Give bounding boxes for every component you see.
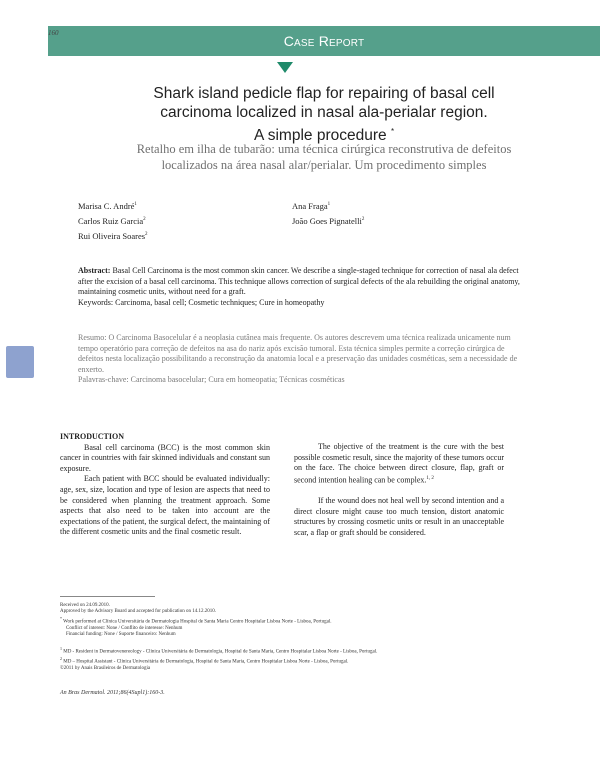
author: Carlos Ruiz Garcia$^2$ [78, 215, 146, 226]
paragraph: Each patient with BCC should be evaluated individually: age, sex, size, location and type of lesion are aspects that need to be considered when planning the treatment approach. Some aspects that also need to be taken into account are the expectations of the patient, the surgical defect, the maintaining of the different cosmetic units and the final cosmetic result. [60, 474, 270, 537]
abstract [78, 266, 528, 308]
section-heading: INTRODUCTION [60, 432, 125, 441]
journal-citation: An Bras Dermatol. 2011;86(4Supl1):160-3. [60, 690, 165, 696]
copyright-note: ©2011 by Anais Brasileiros de Dermatologia [60, 666, 151, 671]
subtitle-line-2: localizados na área nasal alar/perialar. Um procedimento simples [161, 158, 487, 172]
body-column-right [294, 442, 504, 538]
affiliation: $^2$ MD – Hospital Assistant - Clínica Universitária de Dermatologia, Hospital de Santa Maria, Centro Hospitalar Lisboa Norte - Lisboa, Portugal. [60, 656, 349, 665]
title-line-2: carcinoma localized in nasal ala-perialar region. [160, 104, 488, 121]
author: Marisa C. André$^1$ [78, 200, 137, 211]
section-label-wrap [48, 26, 600, 56]
abstract-label: Abstract: [78, 266, 111, 275]
subtitle-line-1: Retalho em ilha de tubarão: uma técnica cirúrgica reconstrutiva de defeitos [136, 142, 512, 156]
footnote-divider [60, 596, 155, 597]
paragraph: If the wound does not heal well by second intention and a direct closure might cause too much tension, distort anatomic structures by crossing cosmetic units or result in an unacceptable scar, a flap or graft should be considered. [294, 496, 504, 537]
author-list-left [78, 198, 148, 242]
article-title [48, 84, 600, 145]
section-label: Case Report [283, 33, 365, 49]
funding-note: Financial funding: None / Suporte financeiro: Nenhum [66, 632, 176, 638]
footnotes-dates [60, 603, 580, 639]
author: Rui Oliveira Soares$^2$ [78, 230, 148, 241]
work-note: * Work performed at Clínica Universitária de Dermatologia Hospital de Santa Maria Centro Hospitalar Lisboa Norte - Lisboa, Portugal. [60, 615, 332, 625]
title-line-1: Shark island pedicle flap for repairing of basal cell [153, 85, 495, 102]
side-tab-marker [6, 346, 34, 378]
paragraph: The objective of the treatment is the cure with the best possible cosmetic result, since the majority of these tumors occur on the face. The choice between direct closure, flap, graft or second intention healing can be complex.$^{1, 2}$ [294, 442, 504, 485]
resumo-keywords: Palavras-chave: Carcinoma basocelular; Cura em homeopatia; Técnicas cosméticas [78, 375, 345, 384]
article-subtitle [48, 141, 600, 173]
paragraph: Basal cell carcinoma (BCC) is the most common skin cancer in countries with fair skinned individuals and constant sun exposure. [60, 442, 270, 473]
received-note: Received on 24.09.2010. [60, 603, 110, 608]
resumo [78, 333, 528, 386]
abstract-text: Basal Cell Carcinoma is the most common skin cancer. We describe a single-staged technique for correction of nasal ala defect after the excision of a basal cell carcinoma. This technique allows correction of surgical defects of the ala rebuilding the original anatomy, maintaining cosmetic units, without need for a graft. [78, 266, 520, 296]
affiliation: $^1$ MD - Resident in Dermatovenereology - Clínica Universitária de Dermatologia, Hospital de Santa Maria, Centro Hospitalar Lisboa Norte - Lisboa, Portugal. [60, 646, 378, 655]
abstract-keywords: Keywords: Carcinoma, basal cell; Cosmetic techniques; Cure in homeopathy [78, 297, 325, 307]
resumo-label: Resumo: [78, 333, 107, 342]
author: João Goes Pignatelli$^2$ [292, 215, 365, 226]
body-column-left [60, 432, 270, 538]
reference-mark: 1, 2 [426, 475, 434, 481]
resumo-text: O Carcinoma Basocelular é a neoplasia cutânea mais frequente. Os autores descrevem uma técnica realizada unicamente num tempo operatório para correção de defeitos na asa do nariz após excisão tumoral. Esta técnica simples permite a correção cirúrgica de defeitos nesta localização possibilitando a reconstrução da anatomia local e a preservação das unidades cosméticas, sem a necessidade de enxerto. [78, 333, 518, 374]
title-footnote-mark: * [390, 127, 395, 136]
author-list-right [292, 198, 364, 228]
page-number: 160 [48, 29, 59, 37]
down-triangle-icon [277, 62, 293, 73]
title-line-3: A simple procedure * [253, 127, 395, 145]
conflict-note: Conflict of interest: None / Conflito de interesse: Nenhum [66, 625, 183, 631]
author: Ana Fraga$^1$ [292, 200, 331, 211]
footnotes-affiliations [60, 646, 580, 666]
approved-note: Approved by the Advisory Board and accepted for publication on 14.12.2010. [60, 609, 216, 615]
